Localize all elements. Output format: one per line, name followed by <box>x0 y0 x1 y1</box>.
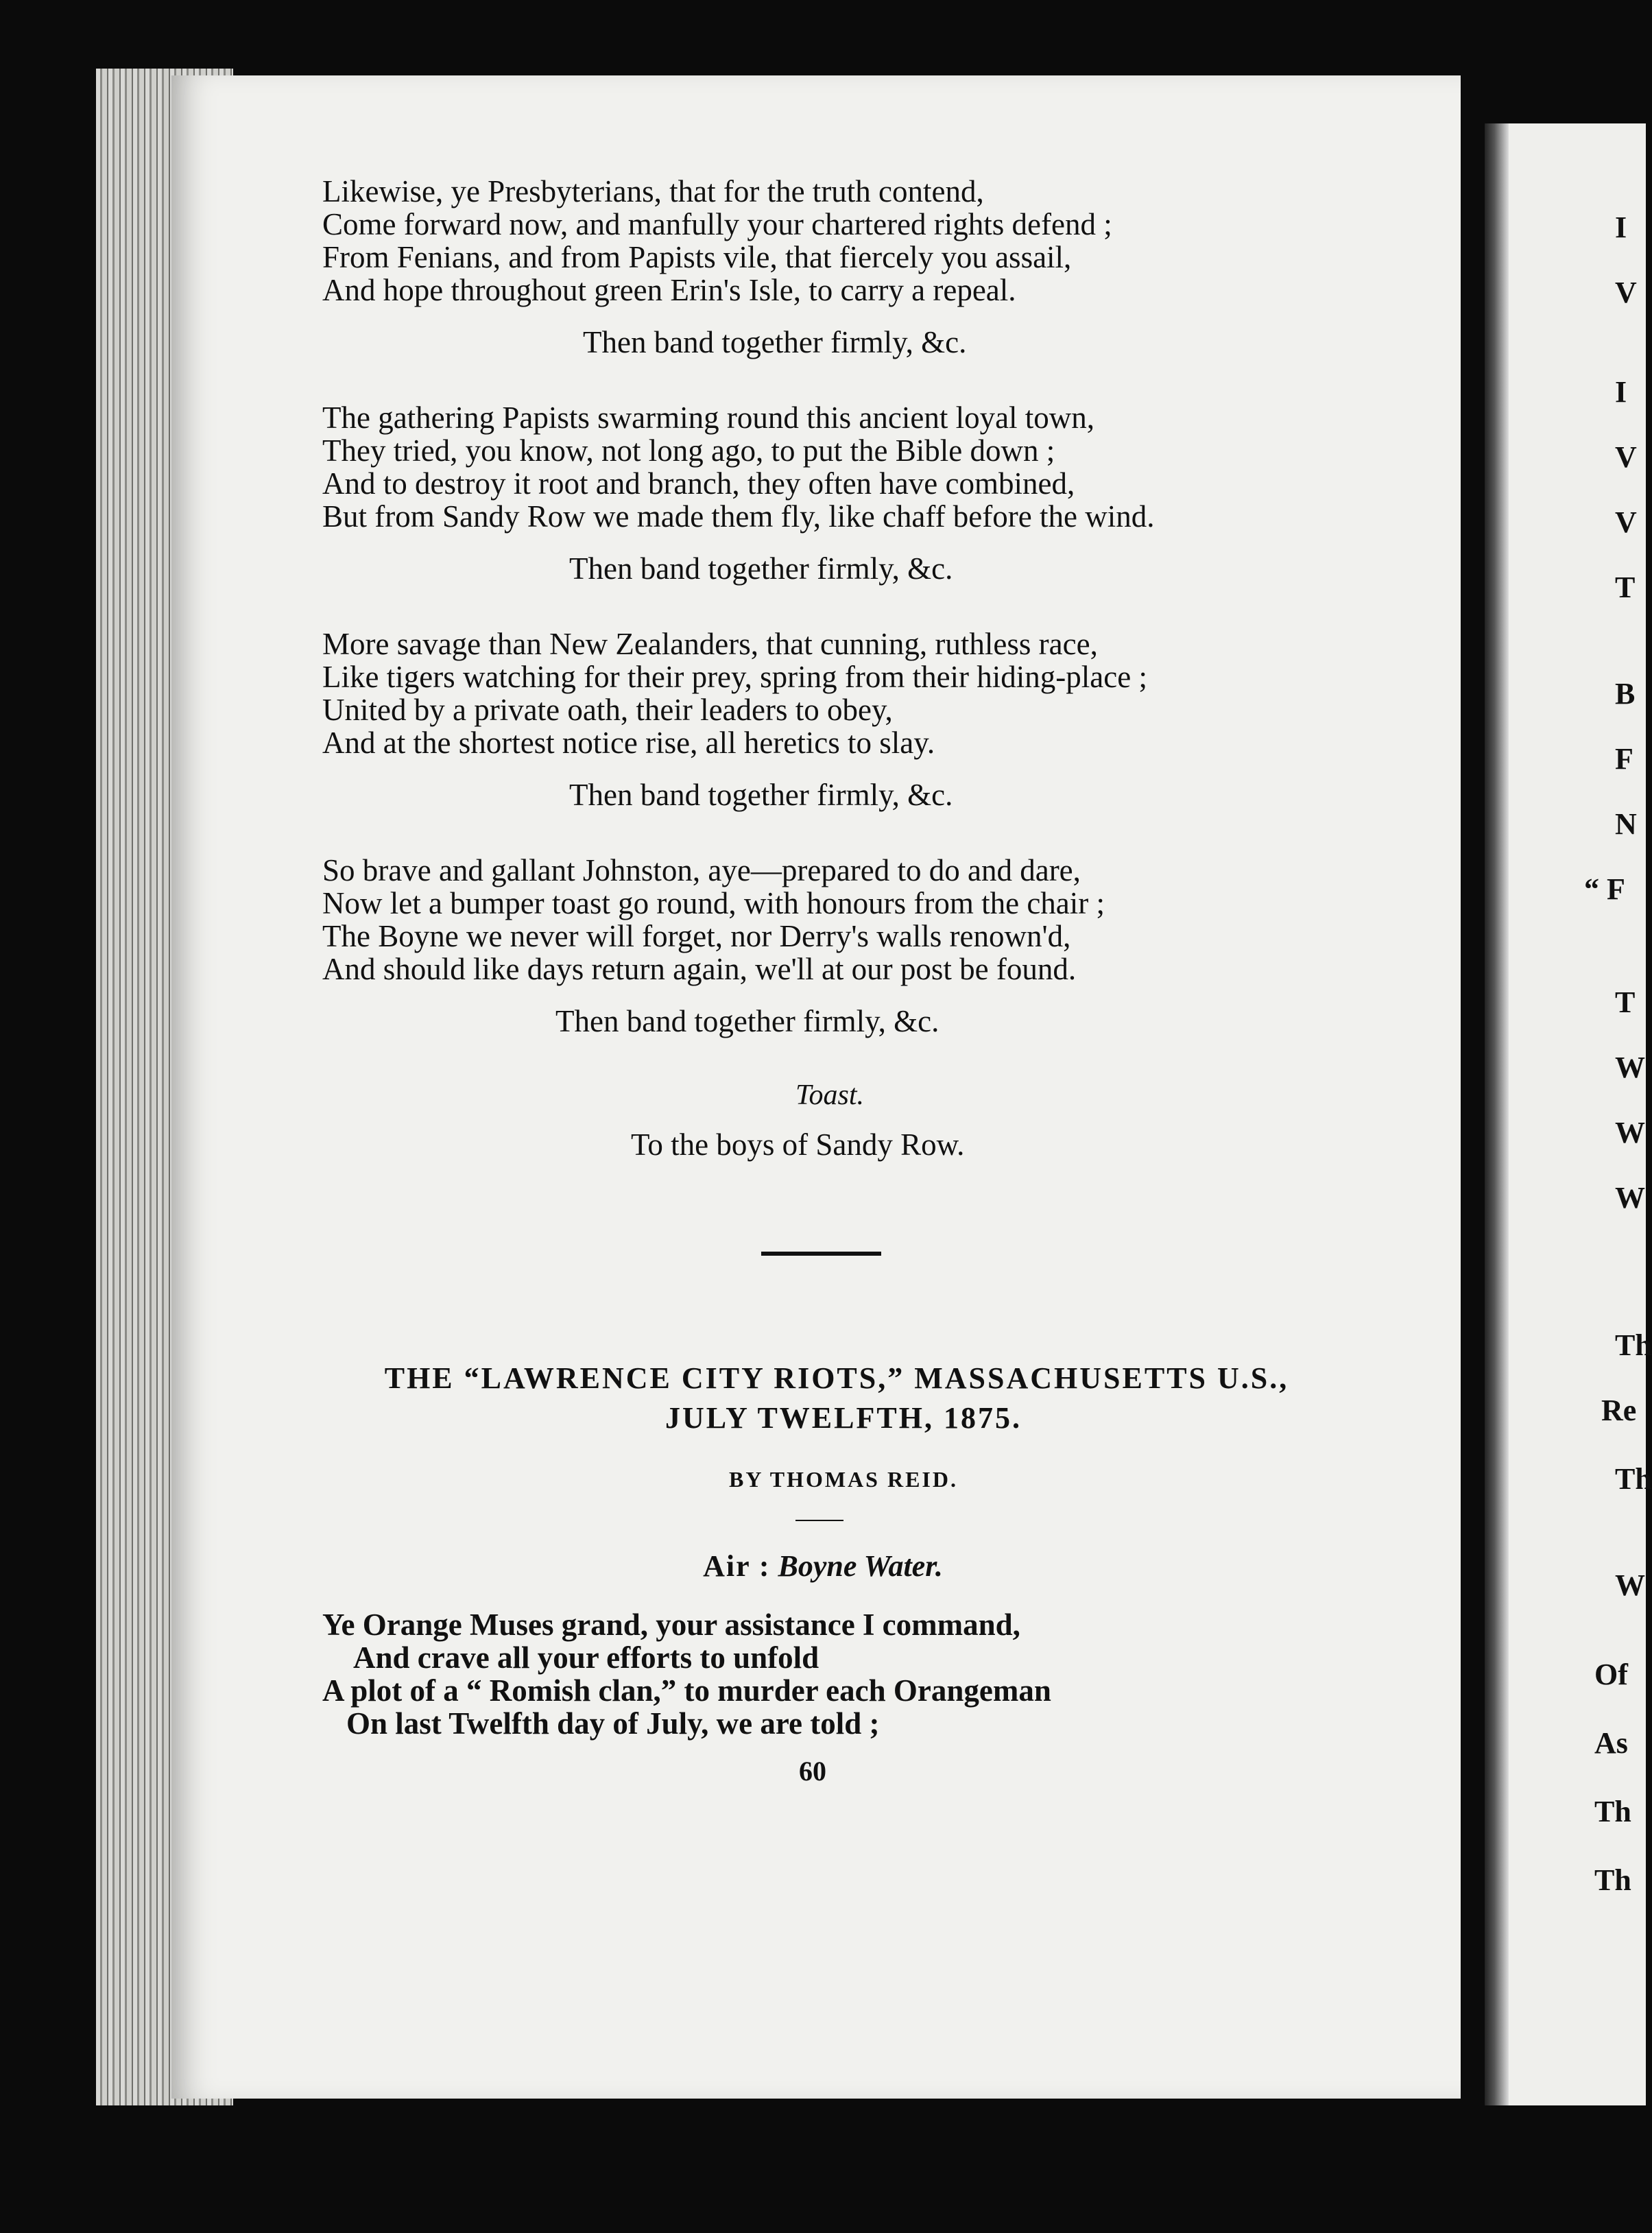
stanza <box>322 628 1365 759</box>
verse-line: Now let a bumper toast go round, with honours from the chair ; <box>322 886 1105 920</box>
facing-letter: T <box>1615 571 1636 604</box>
facing-letter: Of <box>1594 1658 1628 1691</box>
facing-letter: As <box>1594 1726 1628 1760</box>
facing-letter: V <box>1615 505 1637 539</box>
verse-line: They tried, you know, not long ago, to put the Bible down ; <box>322 433 1055 468</box>
air-line <box>322 1549 1365 1584</box>
verse-line: And crave all your efforts to unfold <box>353 1640 819 1675</box>
facing-letter: W <box>1615 1051 1645 1084</box>
stanza <box>322 175 1365 307</box>
facing-letter: “ F <box>1584 872 1625 906</box>
verse-line: And should like days return again, we'll at our post be found. <box>322 952 1077 986</box>
toast-text: To the boys of Sandy Row. <box>631 1127 965 1162</box>
verse-line: And to destroy it root and branch, they often have combined, <box>322 466 1075 501</box>
facing-letter: N <box>1615 807 1637 841</box>
page-number: 60 <box>799 1756 826 1787</box>
verse-line: So brave and gallant Johnston, aye—prepared to do and dare, <box>322 853 1081 887</box>
facing-letter: B <box>1615 677 1636 710</box>
facing-letter: Re <box>1601 1394 1637 1427</box>
chorus-line: Then band together firmly, &c. <box>569 778 953 812</box>
verse-line: Ye Orange Muses grand, your assistance I command, <box>322 1608 1020 1642</box>
section-divider <box>761 1252 881 1256</box>
facing-letter: F <box>1615 742 1633 776</box>
facing-letter: Th <box>1594 1795 1631 1828</box>
song-stanza <box>322 1608 1365 1740</box>
facing-letter: V <box>1615 276 1637 309</box>
author-byline: BY THOMAS REID. <box>729 1467 958 1492</box>
facing-letter: I <box>1615 375 1627 409</box>
song-title <box>322 1359 1365 1438</box>
book-gutter <box>1485 123 1509 2105</box>
verse-line: United by a private oath, their leaders to obey, <box>322 693 893 727</box>
verse-line: And hope throughout green Erin's Isle, to carry a repeal. <box>322 273 1016 307</box>
facing-letter: W <box>1615 1568 1645 1602</box>
facing-letter: W <box>1615 1116 1645 1149</box>
facing-letter: Th <box>1615 1462 1652 1496</box>
verse-line: And at the shortest notice rise, all heretics to slay. <box>322 726 935 760</box>
verse-line: Come forward now, and manfully your chartered rights defend ; <box>322 207 1112 241</box>
toast-label: Toast. <box>795 1079 865 1111</box>
facing-letter: T <box>1615 986 1636 1019</box>
chorus-line: Then band together firmly, &c. <box>555 1004 939 1038</box>
song-title-line-2: JULY TWELFTH, 1875. <box>665 1401 1022 1435</box>
facing-letter: V <box>1615 440 1637 474</box>
verse-line: But from Sandy Row we made them fly, like chaff before the wind. <box>322 499 1155 534</box>
page-content <box>322 175 1365 1787</box>
verse-line: More savage than New Zealanders, that cunning, ruthless race, <box>322 627 1098 661</box>
verse-line: A plot of a “ Romish clan,” to murder each Orangeman <box>322 1673 1051 1708</box>
byline-divider <box>795 1520 843 1521</box>
verse-line: The gathering Papists swarming round this ancient loyal town, <box>322 401 1095 435</box>
facing-letter: W <box>1615 1181 1645 1215</box>
verse-line: Like tigers watching for their prey, spring from their hiding-place ; <box>322 660 1147 694</box>
verse-line: Likewise, ye Presbyterians, that for the truth contend, <box>322 174 984 208</box>
facing-letter: Th <box>1594 1863 1631 1897</box>
facing-letter: Th <box>1615 1328 1652 1362</box>
verse-line: On last Twelfth day of July, we are told ; <box>346 1706 880 1741</box>
air-label: Air : <box>703 1549 771 1583</box>
chorus-line: Then band together firmly, &c. <box>569 551 953 586</box>
chorus-line: Then band together firmly, &c. <box>583 325 967 359</box>
song-title-line-1: THE “LAWRENCE CITY RIOTS,” MASSACHUSETTS U.S., <box>384 1361 1289 1395</box>
facing-letter: I <box>1615 211 1627 244</box>
stanza <box>322 401 1365 533</box>
verse-line: From Fenians, and from Papists vile, that fiercely you assail, <box>322 240 1072 274</box>
stanza <box>322 854 1365 986</box>
verse-line: The Boyne we never will forget, nor Derry's walls renown'd, <box>322 919 1071 953</box>
air-name: Boyne Water. <box>778 1549 943 1583</box>
